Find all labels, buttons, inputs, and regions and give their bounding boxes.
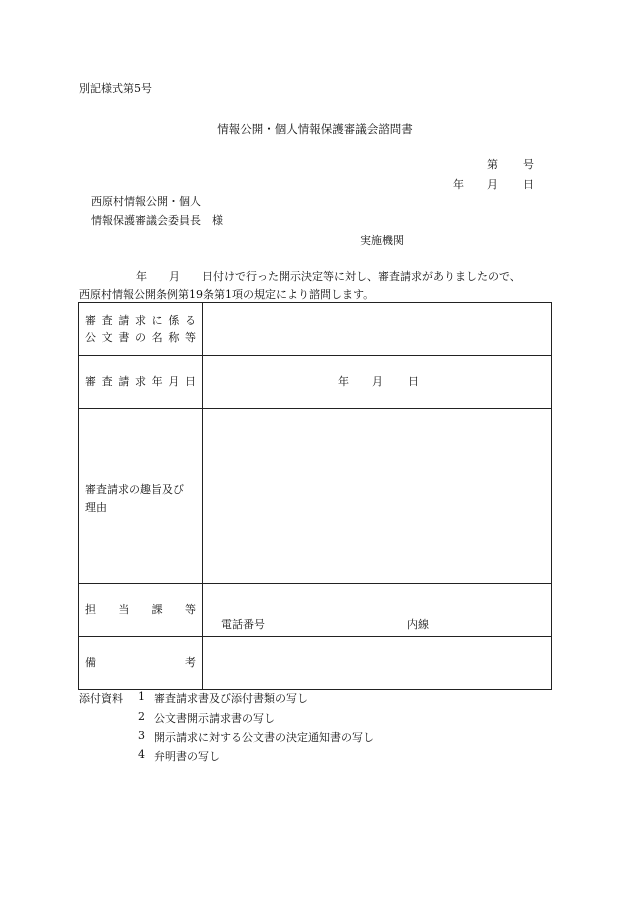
number-go: 号	[523, 158, 534, 171]
label-reason-a: 審査請求の趣旨及び	[85, 483, 184, 496]
table-row-request-date	[79, 356, 552, 409]
form-id: 別記様式第5号	[79, 82, 152, 95]
attachment-text: 公文書開示請求書の写し	[154, 712, 275, 725]
label-department-text: 担当課等	[85, 603, 196, 616]
label-reason-b: 理由	[85, 501, 107, 514]
attachment-number: 1	[138, 690, 145, 703]
label-document-name	[79, 303, 203, 355]
organization: 実施機関	[360, 234, 404, 247]
field-remarks[interactable]	[203, 637, 552, 689]
extension-label: 内線	[407, 618, 429, 631]
body-text-line-1: 年 月 日付けで行った開示決定等に対し、審査請求がありましたので、	[136, 270, 521, 283]
date-month: 月	[487, 178, 498, 191]
request-date-month: 月	[372, 375, 383, 388]
date-day: 日	[523, 178, 534, 191]
attachment-number: 3	[138, 729, 145, 742]
label-reason	[79, 409, 203, 583]
label-request-date	[79, 356, 203, 408]
request-date-year: 年	[338, 375, 349, 388]
table-row-document-name	[79, 303, 552, 356]
table-row-remarks	[79, 637, 552, 690]
label-remarks-text: 備考	[85, 656, 196, 669]
inquiry-table	[78, 302, 552, 690]
addressee-line-1: 西原村情報公開・個人	[91, 195, 201, 208]
addressee-line-2: 情報保護審議会委員長 様	[91, 214, 223, 227]
phone-number-label: 電話番号	[221, 618, 265, 631]
attachment-text: 開示請求に対する公文書の決定通知書の写し	[154, 731, 374, 744]
document-title: 情報公開・個人情報保護審議会諮問書	[217, 122, 413, 136]
attachment-number: 4	[138, 748, 145, 761]
field-document-name[interactable]	[203, 303, 552, 355]
field-department[interactable]	[203, 584, 552, 636]
label-document-name-b: 公文書の名称等	[85, 331, 196, 344]
number-dai: 第	[487, 158, 498, 171]
label-remarks	[79, 637, 203, 689]
attachments-heading: 添付資料	[79, 692, 123, 705]
date-year: 年	[453, 178, 464, 191]
label-request-date-text: 審査請求年月日	[85, 375, 196, 388]
field-request-date[interactable]	[203, 356, 552, 408]
table-row-reason	[79, 409, 552, 584]
request-date-day: 日	[408, 375, 419, 388]
table-row-department	[79, 584, 552, 637]
attachment-text: 弁明書の写し	[154, 750, 220, 763]
label-department	[79, 584, 203, 636]
attachment-text: 審査請求書及び添付書類の写し	[154, 692, 308, 705]
body-text-line-2: 西原村情報公開条例第19条第1項の規定により諮問します。	[79, 288, 375, 301]
field-reason[interactable]	[203, 409, 552, 583]
attachment-number: 2	[138, 710, 145, 723]
label-document-name-a: 審査請求に係る	[85, 314, 196, 327]
